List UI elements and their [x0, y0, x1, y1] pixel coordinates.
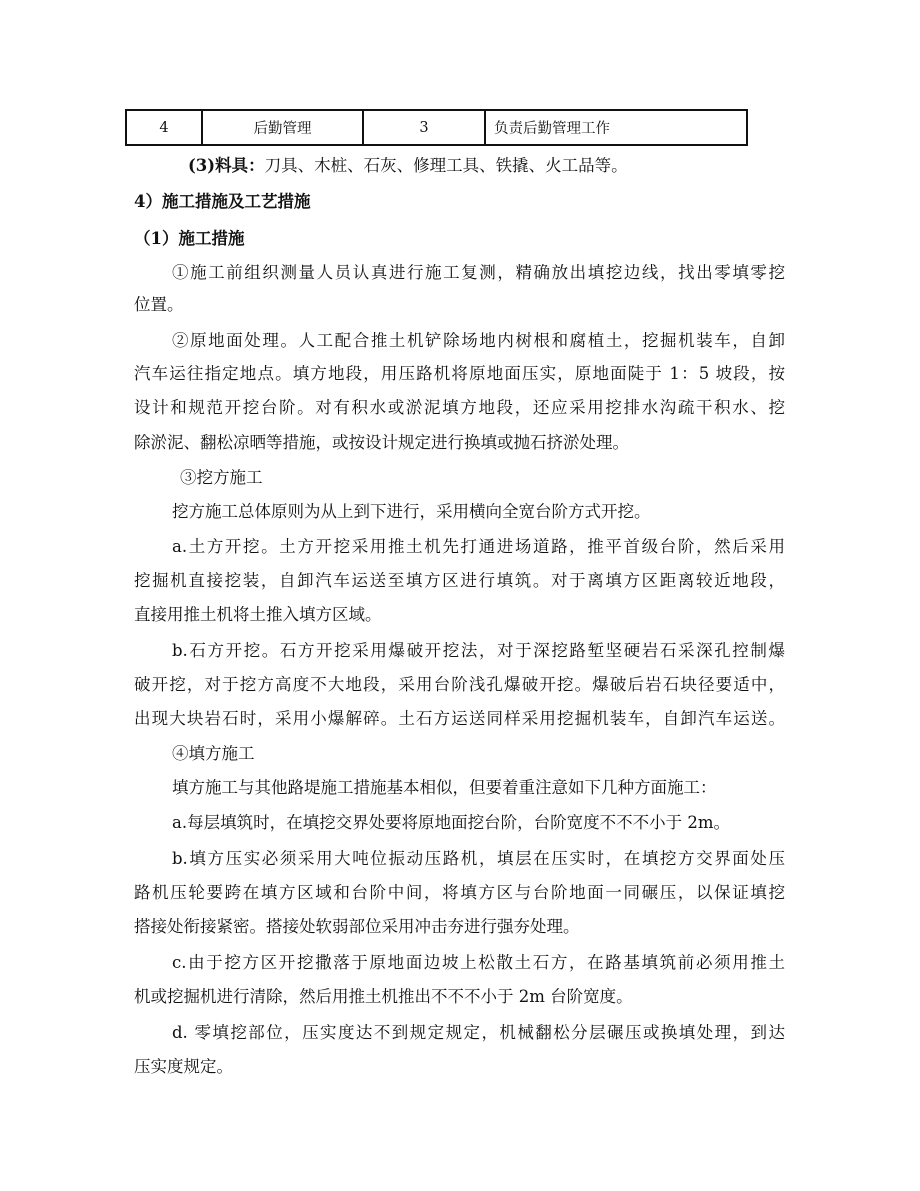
paragraph-line: 直接用推土机将土推入填方区域。 — [134, 605, 382, 624]
paragraph-line: 破开挖，对于挖方高度不大地段，采用台阶浅孔爆破开挖。爆破后岩石块径要适中， — [134, 675, 785, 694]
paragraph-line: 出现大块岩石时，采用小爆解碎。土石方运送同样采用挖掘机装车，自卸汽车运送。 — [134, 709, 785, 728]
paragraph-line: 设计和规范开挖台阶。对有积水或淤泥填方地段，还应采用挖排水沟疏干积水、挖 — [134, 398, 785, 417]
paragraph-line: 填方施工与其他路堤施工措施基本相似，但要着重注意如下几种方面施工： — [172, 778, 717, 797]
paragraph-line: 搭接处衔接紧密。搭接处软弱部位采用冲击夯进行强夯处理。 — [134, 917, 580, 936]
paragraph-line: a.每层填筑时，在填挖交界处要将原地面挖台阶，台阶宽度不不不小于 2m。 — [172, 813, 730, 832]
materials-text: 刀具、木桩、石灰、修理工具、铁撬、火工品等。 — [264, 156, 628, 175]
paragraph-line: 挖方施工总体原则为从上到下进行，采用横向全宽台阶方式开挖。 — [172, 502, 651, 521]
paragraph-line: ②原地面处理。人工配合推土机铲除场地内树根和腐植土，挖掘机装车，自卸 — [172, 331, 785, 350]
paragraph-line: 汽车运往指定地点。填方地段，用压路机将原地面压实，原地面陡于 1：5 坡段，按 — [134, 364, 785, 383]
subsection-heading: （1）施工措施 — [134, 229, 245, 248]
table-row — [126, 110, 747, 145]
paragraph-line: d. 零填挖部位，压实度达不到规定规定，机械翻松分层碾压或换填处理，到达 — [172, 1023, 785, 1042]
paragraph-line: ①施工前组织测量人员认真进行施工复测，精确放出填挖边线，找出零填零挖 — [172, 263, 785, 282]
materials-label: (3)料具： — [188, 156, 265, 175]
paragraph-line: c.由于挖方区开挖撒落于原地面边坡上松散土石方，在路基填筑前必须用推土 — [172, 953, 785, 972]
paragraph-line: 机或挖掘机进行清除，然后用推土机推出不不不小于 2m 台阶宽度。 — [134, 987, 633, 1006]
paragraph-heading: ④填方施工 — [172, 744, 255, 763]
paragraph-heading: ③挖方施工 — [180, 468, 263, 487]
materials-line — [188, 155, 628, 177]
paragraph-line: 位置。 — [134, 295, 184, 314]
table-cell-role: 后勤管理 — [202, 110, 363, 145]
paragraph-line: 挖掘机直接挖装，自卸汽车运送至填方区进行填筑。对于离填方区距离较近地段， — [134, 571, 785, 590]
staff-table — [125, 109, 748, 146]
section-heading: 4）施工措施及工艺措施 — [134, 192, 311, 211]
paragraph-line: a.土方开挖。土方开挖采用推土机先打通进场道路，推平首级台阶，然后采用 — [172, 537, 785, 556]
paragraph-line: b.填方压实必须采用大吨位振动压路机，填层在压实时，在填挖方交界面处压 — [172, 849, 785, 868]
paragraph-line: 压实度规定。 — [134, 1057, 233, 1076]
table-cell-index: 4 — [126, 110, 202, 145]
table-cell-count: 3 — [363, 110, 485, 145]
paragraph-line: b.石方开挖。石方开挖采用爆破开挖法，对于深挖路堑坚硬岩石采深孔控制爆 — [172, 641, 785, 660]
paragraph-line: 路机压轮要跨在填方区域和台阶中间，将填方区与台阶地面一同碾压，以保证填挖 — [134, 883, 785, 902]
paragraph-line: 除淤泥、翻松凉晒等措施，或按设计规定进行换填或抛石挤淤处理。 — [134, 433, 629, 452]
table-cell-duty: 负责后勤管理工作 — [485, 110, 747, 145]
